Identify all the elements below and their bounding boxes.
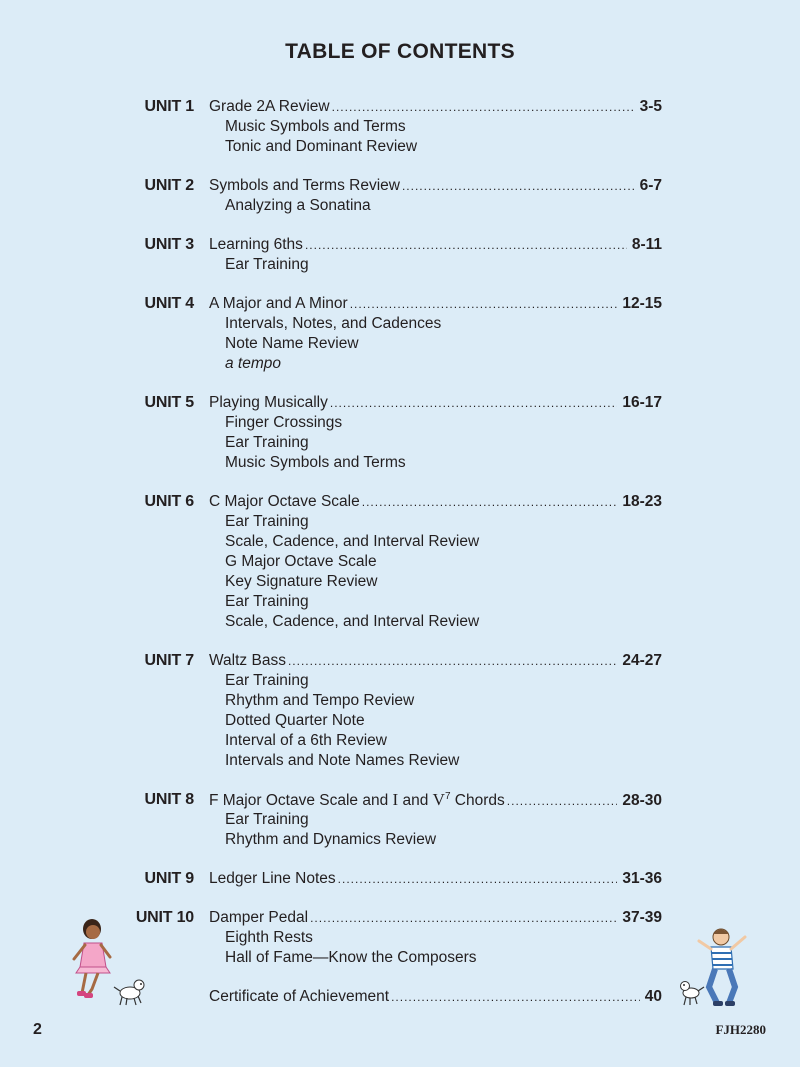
dot-leader <box>391 987 640 1007</box>
toc-entry[interactable] <box>209 651 662 671</box>
dot-leader <box>330 393 617 413</box>
entry-title: Learning 6ths <box>209 236 303 253</box>
unit-label: UNIT 9 <box>144 870 194 887</box>
entry-title <box>209 790 505 811</box>
subtopic: Ear Training <box>225 513 309 530</box>
unit-label: UNIT 7 <box>144 652 194 669</box>
subtopic: Key Signature Review <box>225 573 378 590</box>
girl-and-dog-illustration <box>62 915 152 1010</box>
entry-title-part: and <box>398 792 433 809</box>
toc-entry[interactable] <box>209 908 662 928</box>
page-range: 37-39 <box>622 909 662 926</box>
entry-title: Waltz Bass <box>209 652 286 669</box>
entry-title: Certificate of Achievement <box>209 988 390 1005</box>
entry-title-part: F Major Octave Scale and <box>209 792 393 809</box>
subtopic: Intervals and Note Names Review <box>225 752 460 769</box>
page-range: 16-17 <box>622 394 662 411</box>
page-range: 3-5 <box>639 98 662 115</box>
subtopic-italic: a tempo <box>225 355 282 372</box>
page-range: 6-7 <box>639 177 662 194</box>
subtopic: Music Symbols and Terms <box>225 454 406 471</box>
page-range: 18-23 <box>622 493 662 510</box>
roman-numeral-chord-v: V <box>432 790 445 809</box>
toc-unit-8 <box>0 790 800 850</box>
page-range: 31-36 <box>622 870 662 887</box>
unit-label: UNIT 5 <box>144 394 194 411</box>
subtopic: Ear Training <box>225 811 309 828</box>
subtopic: Interval of a 6th Review <box>225 732 387 749</box>
page-title: TABLE OF CONTENTS <box>285 40 515 63</box>
page-range: 40 <box>644 988 662 1005</box>
toc-entry[interactable] <box>209 987 662 1007</box>
subtopic: Note Name Review <box>225 335 359 352</box>
subtopic: Intervals, Notes, and Cadences <box>225 315 442 332</box>
subtopic: Analyzing a Sonatina <box>225 197 371 214</box>
unit-label: UNIT 2 <box>144 177 194 194</box>
page-range: 8-11 <box>631 236 662 253</box>
unit-label: UNIT 10 <box>135 909 194 926</box>
subtopic: Finger Crossings <box>225 414 343 431</box>
subtopic: Rhythm and Tempo Review <box>225 692 415 709</box>
toc-unit-9 <box>0 869 800 889</box>
subtopic: Scale, Cadence, and Interval Review <box>225 613 480 630</box>
dot-leader <box>305 235 627 255</box>
dot-leader <box>332 97 635 117</box>
subtopic: Hall of Fame—Know the Composers <box>225 949 477 966</box>
roman-numeral-chord-i: I <box>392 790 399 809</box>
dot-leader <box>350 294 618 314</box>
entry-title: Playing Musically <box>209 394 328 411</box>
dot-leader <box>362 492 618 512</box>
toc-unit-1 <box>0 97 800 157</box>
page-range: 28-30 <box>622 792 662 809</box>
unit-label: UNIT 8 <box>144 791 194 808</box>
toc-unit-5 <box>0 393 800 473</box>
unit-label: UNIT 1 <box>144 98 194 115</box>
subtopic: Eighth Rests <box>225 929 313 946</box>
toc-entry[interactable] <box>209 492 662 512</box>
subtopic: G Major Octave Scale <box>225 553 377 570</box>
page-number: 2 <box>33 1021 42 1038</box>
unit-label: UNIT 4 <box>144 295 194 312</box>
toc-entry[interactable] <box>209 294 662 314</box>
toc-unit-2 <box>0 176 800 216</box>
subtopic: Ear Training <box>225 256 309 273</box>
dot-leader <box>310 908 617 928</box>
toc-entry[interactable] <box>209 176 662 196</box>
toc-entry[interactable] <box>209 869 662 889</box>
entry-title: C Major Octave Scale <box>209 493 360 510</box>
entry-title: A Major and A Minor <box>209 295 348 312</box>
book-code: FJH2280 <box>715 1022 766 1037</box>
toc-entry[interactable] <box>209 393 662 413</box>
dot-leader <box>338 869 618 889</box>
dot-leader <box>507 791 618 811</box>
entry-title: Symbols and Terms Review <box>209 177 400 194</box>
toc-entry[interactable] <box>209 235 662 255</box>
subtopic: Music Symbols and Terms <box>225 118 406 135</box>
unit-label: UNIT 6 <box>144 493 194 510</box>
entry-title: Damper Pedal <box>209 909 309 926</box>
unit-label: UNIT 3 <box>144 236 194 253</box>
subtopic: Ear Training <box>225 434 309 451</box>
chord-superscript: 7 <box>444 791 451 802</box>
dot-leader <box>288 651 617 671</box>
toc-unit-6 <box>0 492 800 632</box>
subtopic: Ear Training <box>225 672 309 689</box>
subtopic: Scale, Cadence, and Interval Review <box>225 533 480 550</box>
page-range: 24-27 <box>622 652 662 669</box>
subtopic: Dotted Quarter Note <box>225 712 365 729</box>
toc-list <box>0 97 800 1026</box>
toc-unit-7 <box>0 651 800 771</box>
subtopic: Rhythm and Dynamics Review <box>225 831 437 848</box>
toc-entry[interactable] <box>209 790 662 811</box>
toc-unit-3 <box>0 235 800 275</box>
toc-entry[interactable] <box>209 97 662 117</box>
subtopic: Ear Training <box>225 593 309 610</box>
page-range: 12-15 <box>622 295 662 312</box>
subtopic: Tonic and Dominant Review <box>225 138 418 155</box>
entry-title: Ledger Line Notes <box>209 870 336 887</box>
dot-leader <box>402 176 635 196</box>
boy-and-dog-illustration <box>677 925 767 1015</box>
entry-title-part: Chords <box>450 792 505 809</box>
entry-title: Grade 2A Review <box>209 98 330 115</box>
toc-unit-4 <box>0 294 800 374</box>
